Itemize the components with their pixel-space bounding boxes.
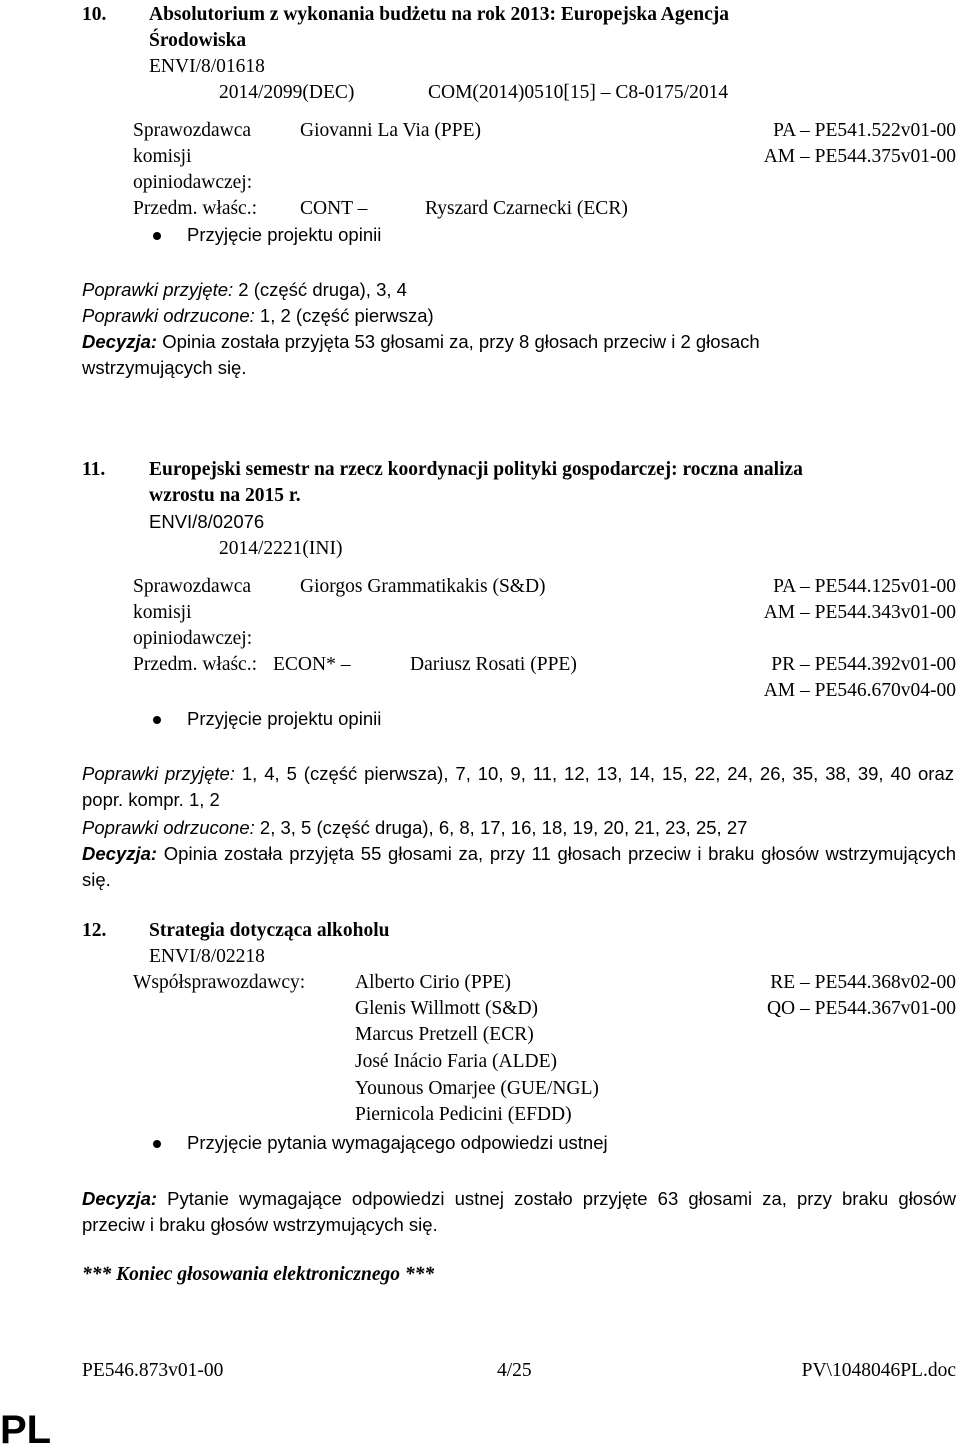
item-11-doc-pr: PR – PE544.392v01-00 — [771, 654, 956, 675]
item-10-bullet-text: Przyjęcie projektu opinii — [187, 224, 382, 245]
item-10-lead-rapporteur: Ryszard Czarnecki (ECR) — [425, 198, 628, 219]
item-11-rejected-label: Poprawki odrzucone: — [82, 817, 255, 838]
item-10-title-line2: Środowiska — [149, 30, 247, 51]
item-11-doc-pa: PA – PE544.125v01-00 — [773, 576, 956, 597]
item-10-number: 10. — [82, 4, 107, 25]
item-10-adopted — [82, 277, 952, 303]
item-12-corapporteur: Alberto Cirio (PPE) — [355, 972, 511, 993]
item-11-bullet-text: Przyjęcie projektu opinii — [187, 708, 382, 729]
footer-language-code: PL — [0, 1408, 52, 1452]
item-10-com-ref: COM(2014)0510[15] – C8-0175/2014 — [428, 82, 729, 103]
item-10-rejected — [82, 303, 952, 329]
item-12-doc-qo: QO – PE544.367v01-00 — [766, 998, 956, 1019]
item-11-lead-committee: ECON* – — [273, 654, 351, 675]
item-12-corapporteur: Younous Omarjee (GUE/NGL) — [355, 1078, 599, 1099]
item-12-corapporteur: José Inácio Faria (ALDE) — [355, 1051, 557, 1072]
item-10-decision-label: Decyzja: — [82, 331, 158, 352]
item-11-decision-label: Decyzja: — [82, 843, 158, 864]
item-10-adopted-value: 2 (część druga), 3, 4 — [233, 279, 407, 300]
item-10-decision-value: Opinia została przyjęta 53 głosami za, przy 8 głosach przeciw i 2 głosach wstrzymujących się. — [82, 331, 760, 378]
item-10-rapporteur-label-3: opiniodawczej: — [133, 172, 253, 193]
item-11-title-line1: Europejski semestr na rzecz koordynacji polityki gospodarczej: roczna analiza — [149, 459, 803, 480]
item-11-adopted — [82, 761, 954, 813]
footer-file-name: PV\1048046PL.doc — [801, 1360, 956, 1381]
item-11-number: 11. — [82, 459, 106, 480]
item-12-bullet-text: Przyjęcie pytania wymagającego odpowiedzi ustnej — [187, 1132, 608, 1153]
item-10-doc-am: AM – PE544.375v01-00 — [763, 146, 956, 167]
item-10-bullet-icon — [153, 232, 161, 240]
item-12-corapporteur: Glenis Willmott (S&D) — [355, 998, 539, 1019]
item-11-lead-rapporteur: Dariusz Rosati (PPE) — [410, 654, 577, 675]
item-11-rapporteur-label: Sprawozdawca — [133, 576, 252, 597]
item-11-rapporteur-label-2: komisji — [133, 602, 192, 623]
item-10-lead-committee: CONT – — [300, 198, 368, 219]
item-11-adopted-value: 1, 4, 5 (część pierwsza), 7, 10, 9, 11, 12, 13, 14, 15, 22, 24, 26, 35, 38, 39, 40 oraz popr. kompr. 1, 2 — [82, 763, 954, 810]
item-10-ref1: ENVI/8/01618 — [149, 56, 265, 77]
item-12-decision — [82, 1186, 956, 1238]
item-10-doc-pa: PA – PE541.522v01-00 — [773, 120, 956, 141]
item-12-decision-label: Decyzja: — [82, 1188, 158, 1209]
item-11-bullet-icon — [153, 716, 161, 724]
item-11-rapporteur-name: Giorgos Grammatikakis (S&D) — [300, 576, 546, 597]
item-10-rapporteur-label: Sprawozdawca — [133, 120, 252, 141]
item-11-ref1: ENVI/8/02076 — [149, 511, 265, 532]
item-11-doc-am-2: AM – PE546.670v04-00 — [763, 680, 956, 701]
item-10-rapporteur-label-2: komisji — [133, 146, 192, 167]
item-11-rejected — [82, 815, 954, 841]
item-12-number: 12. — [82, 920, 107, 941]
item-11-procedure: 2014/2221(INI) — [219, 538, 343, 559]
item-10-rejected-label: Poprawki odrzucone: — [82, 305, 255, 326]
item-12-ref1: ENVI/8/02218 — [149, 946, 265, 967]
item-10-rejected-value: 1, 2 (część pierwsza) — [254, 305, 434, 326]
item-11-title-line2: wzrostu na 2015 r. — [149, 485, 301, 506]
footer-doc-ref: PE546.873v01-00 — [82, 1360, 224, 1381]
item-10-decision — [82, 329, 862, 381]
item-11-adopted-label: Poprawki przyjęte: — [82, 763, 235, 784]
item-12-title: Strategia dotycząca alkoholu — [149, 920, 390, 941]
item-12-corapporteur: Piernicola Pedicini (EFDD) — [355, 1104, 572, 1125]
footer-page-number: 4/25 — [497, 1360, 532, 1381]
item-12-corapporteur: Marcus Pretzell (ECR) — [355, 1024, 534, 1045]
item-11-lead-label: Przedm. właśc.: — [133, 654, 258, 675]
end-note: *** Koniec głosowania elektronicznego *** — [82, 1264, 435, 1285]
item-11-decision-value: Opinia została przyjęta 55 głosami za, przy 11 głosach przeciw i braku głosów wstrzymujących się. — [82, 843, 956, 890]
item-12-bullet-icon — [153, 1140, 161, 1148]
item-10-adopted-label: Poprawki przyjęte: — [82, 279, 234, 300]
item-12-doc-re: RE – PE544.368v02-00 — [770, 972, 956, 993]
item-11-doc-am: AM – PE544.343v01-00 — [763, 602, 956, 623]
item-11-rejected-value: 2, 3, 5 (część druga), 6, 8, 17, 16, 18, 19, 20, 21, 23, 25, 27 — [254, 817, 748, 838]
item-12-decision-value: Pytanie wymagające odpowiedzi ustnej zostało przyjęte 63 głosami za, przy braku głosów przeciw i braku głosów wstrzymujących się. — [82, 1188, 956, 1235]
item-10-title-line1: Absolutorium z wykonania budżetu na rok 2013: Europejska Agencja — [149, 4, 730, 25]
item-12-corapporteurs-label: Współsprawozdawcy: — [133, 972, 306, 993]
item-10-lead-label: Przedm. właśc.: — [133, 198, 258, 219]
item-11-rapporteur-label-3: opiniodawczej: — [133, 628, 253, 649]
item-11-decision — [82, 841, 956, 893]
item-10-procedure: 2014/2099(DEC) — [219, 82, 355, 103]
item-10-rapporteur-name: Giovanni La Via (PPE) — [300, 120, 481, 141]
